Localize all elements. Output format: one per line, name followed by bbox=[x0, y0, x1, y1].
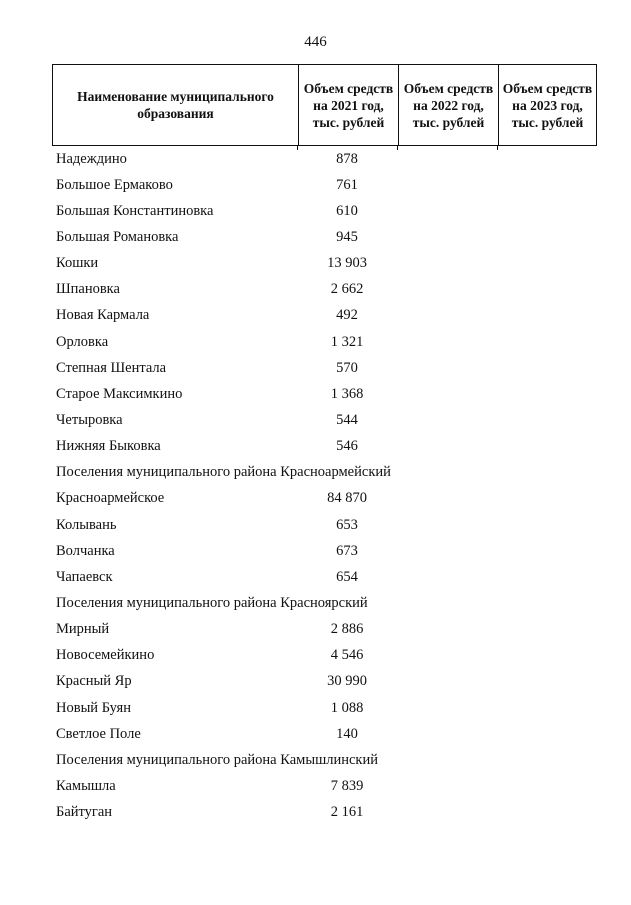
amount-2021: 673 bbox=[336, 542, 358, 559]
municipality-name: Мирный bbox=[56, 621, 110, 638]
table-row bbox=[52, 512, 597, 538]
table-row bbox=[52, 800, 597, 826]
municipality-name: Колывань bbox=[56, 516, 117, 533]
section-title: Поселения муниципального района Красноармейский bbox=[56, 464, 391, 481]
table-row bbox=[52, 564, 597, 590]
municipality-name: Четыровка bbox=[56, 411, 123, 428]
section-row bbox=[52, 460, 597, 486]
section-row bbox=[52, 747, 597, 773]
header-2023: Объем средств на 2023 год, тыс. рублей bbox=[498, 65, 596, 145]
municipality-name: Светлое Поле bbox=[56, 725, 141, 742]
amount-2021: 878 bbox=[336, 150, 358, 167]
amount-2021: 84 870 bbox=[327, 490, 367, 507]
table-row bbox=[52, 669, 597, 695]
table-row bbox=[52, 277, 597, 303]
section-title: Поселения муниципального района Камышлинский bbox=[56, 751, 378, 768]
column-divider-tick bbox=[297, 146, 298, 150]
amount-2021: 2 662 bbox=[330, 281, 364, 298]
municipality-name: Нижняя Быковка bbox=[56, 438, 161, 455]
amount-2021: 654 bbox=[336, 568, 358, 585]
table-row bbox=[52, 617, 597, 643]
municipality-name: Большая Константиновка bbox=[56, 202, 214, 219]
table-row bbox=[52, 251, 597, 277]
amount-2021: 4 546 bbox=[330, 647, 364, 664]
table-row bbox=[52, 643, 597, 669]
amount-2021: 30 990 bbox=[327, 673, 367, 690]
column-divider-tick bbox=[397, 146, 398, 150]
amount-2021: 1 321 bbox=[330, 333, 364, 350]
table-row bbox=[52, 198, 597, 224]
amount-2021: 945 bbox=[336, 228, 358, 245]
amount-2021: 544 bbox=[336, 411, 358, 428]
table-row bbox=[52, 407, 597, 433]
municipality-name: Старое Максимкино bbox=[56, 385, 183, 402]
amount-2021: 610 bbox=[336, 202, 358, 219]
municipality-name: Камышла bbox=[56, 777, 116, 794]
municipality-name: Чапаевск bbox=[56, 568, 113, 585]
municipality-name: Новый Буян bbox=[56, 699, 131, 716]
amount-2021: 1 088 bbox=[330, 699, 364, 716]
amount-2021: 7 839 bbox=[330, 777, 364, 794]
amount-2021: 1 368 bbox=[330, 385, 364, 402]
table-row bbox=[52, 721, 597, 747]
header-2021: Объем средств на 2021 год, тыс. рублей bbox=[298, 65, 398, 145]
municipality-name: Новосемейкино bbox=[56, 647, 155, 664]
page-number: 446 bbox=[304, 34, 327, 50]
amount-2021: 653 bbox=[336, 516, 358, 533]
amount-2021: 140 bbox=[336, 725, 358, 742]
municipality-name: Шпановка bbox=[56, 281, 120, 298]
municipality-name: Байтуган bbox=[56, 804, 113, 821]
budget-table bbox=[52, 64, 597, 826]
table-row bbox=[52, 381, 597, 407]
municipality-name: Волчанка bbox=[56, 542, 115, 559]
municipality-name: Большое Ермаково bbox=[56, 176, 173, 193]
table-row bbox=[52, 355, 597, 381]
municipality-name: Новая Кармала bbox=[56, 307, 150, 324]
municipality-name: Надеждино bbox=[56, 150, 127, 167]
table-header bbox=[52, 64, 597, 146]
header-municipality: Наименование муниципального образования bbox=[77, 89, 274, 121]
amount-2021: 570 bbox=[336, 359, 358, 376]
amount-2021: 2 886 bbox=[330, 621, 364, 638]
section-title: Поселения муниципального района Красноярский bbox=[56, 594, 368, 611]
table-row bbox=[52, 224, 597, 250]
municipality-name: Красный Яр bbox=[56, 673, 132, 690]
municipality-name: Степная Шентала bbox=[56, 359, 167, 376]
section-row bbox=[52, 590, 597, 616]
table-row bbox=[52, 538, 597, 564]
table-body bbox=[52, 146, 597, 826]
municipality-name: Орловка bbox=[56, 333, 109, 350]
amount-2021: 13 903 bbox=[327, 255, 367, 272]
header-2022: Объем средств на 2022 год, тыс. рублей bbox=[398, 65, 498, 145]
table-row bbox=[52, 695, 597, 721]
amount-2021: 492 bbox=[336, 307, 358, 324]
municipality-name: Кошки bbox=[56, 255, 99, 272]
amount-2021: 761 bbox=[336, 176, 358, 193]
municipality-name: Большая Романовка bbox=[56, 228, 179, 245]
municipality-name: Красноармейское bbox=[56, 490, 165, 507]
table-row bbox=[52, 773, 597, 799]
table-row bbox=[52, 303, 597, 329]
table-row bbox=[52, 172, 597, 198]
table-row bbox=[52, 486, 597, 512]
column-divider-tick bbox=[497, 146, 498, 150]
amount-2021: 546 bbox=[336, 438, 358, 455]
table-row bbox=[52, 434, 597, 460]
amount-2021: 2 161 bbox=[330, 804, 364, 821]
table-row bbox=[52, 146, 597, 172]
table-row bbox=[52, 329, 597, 355]
